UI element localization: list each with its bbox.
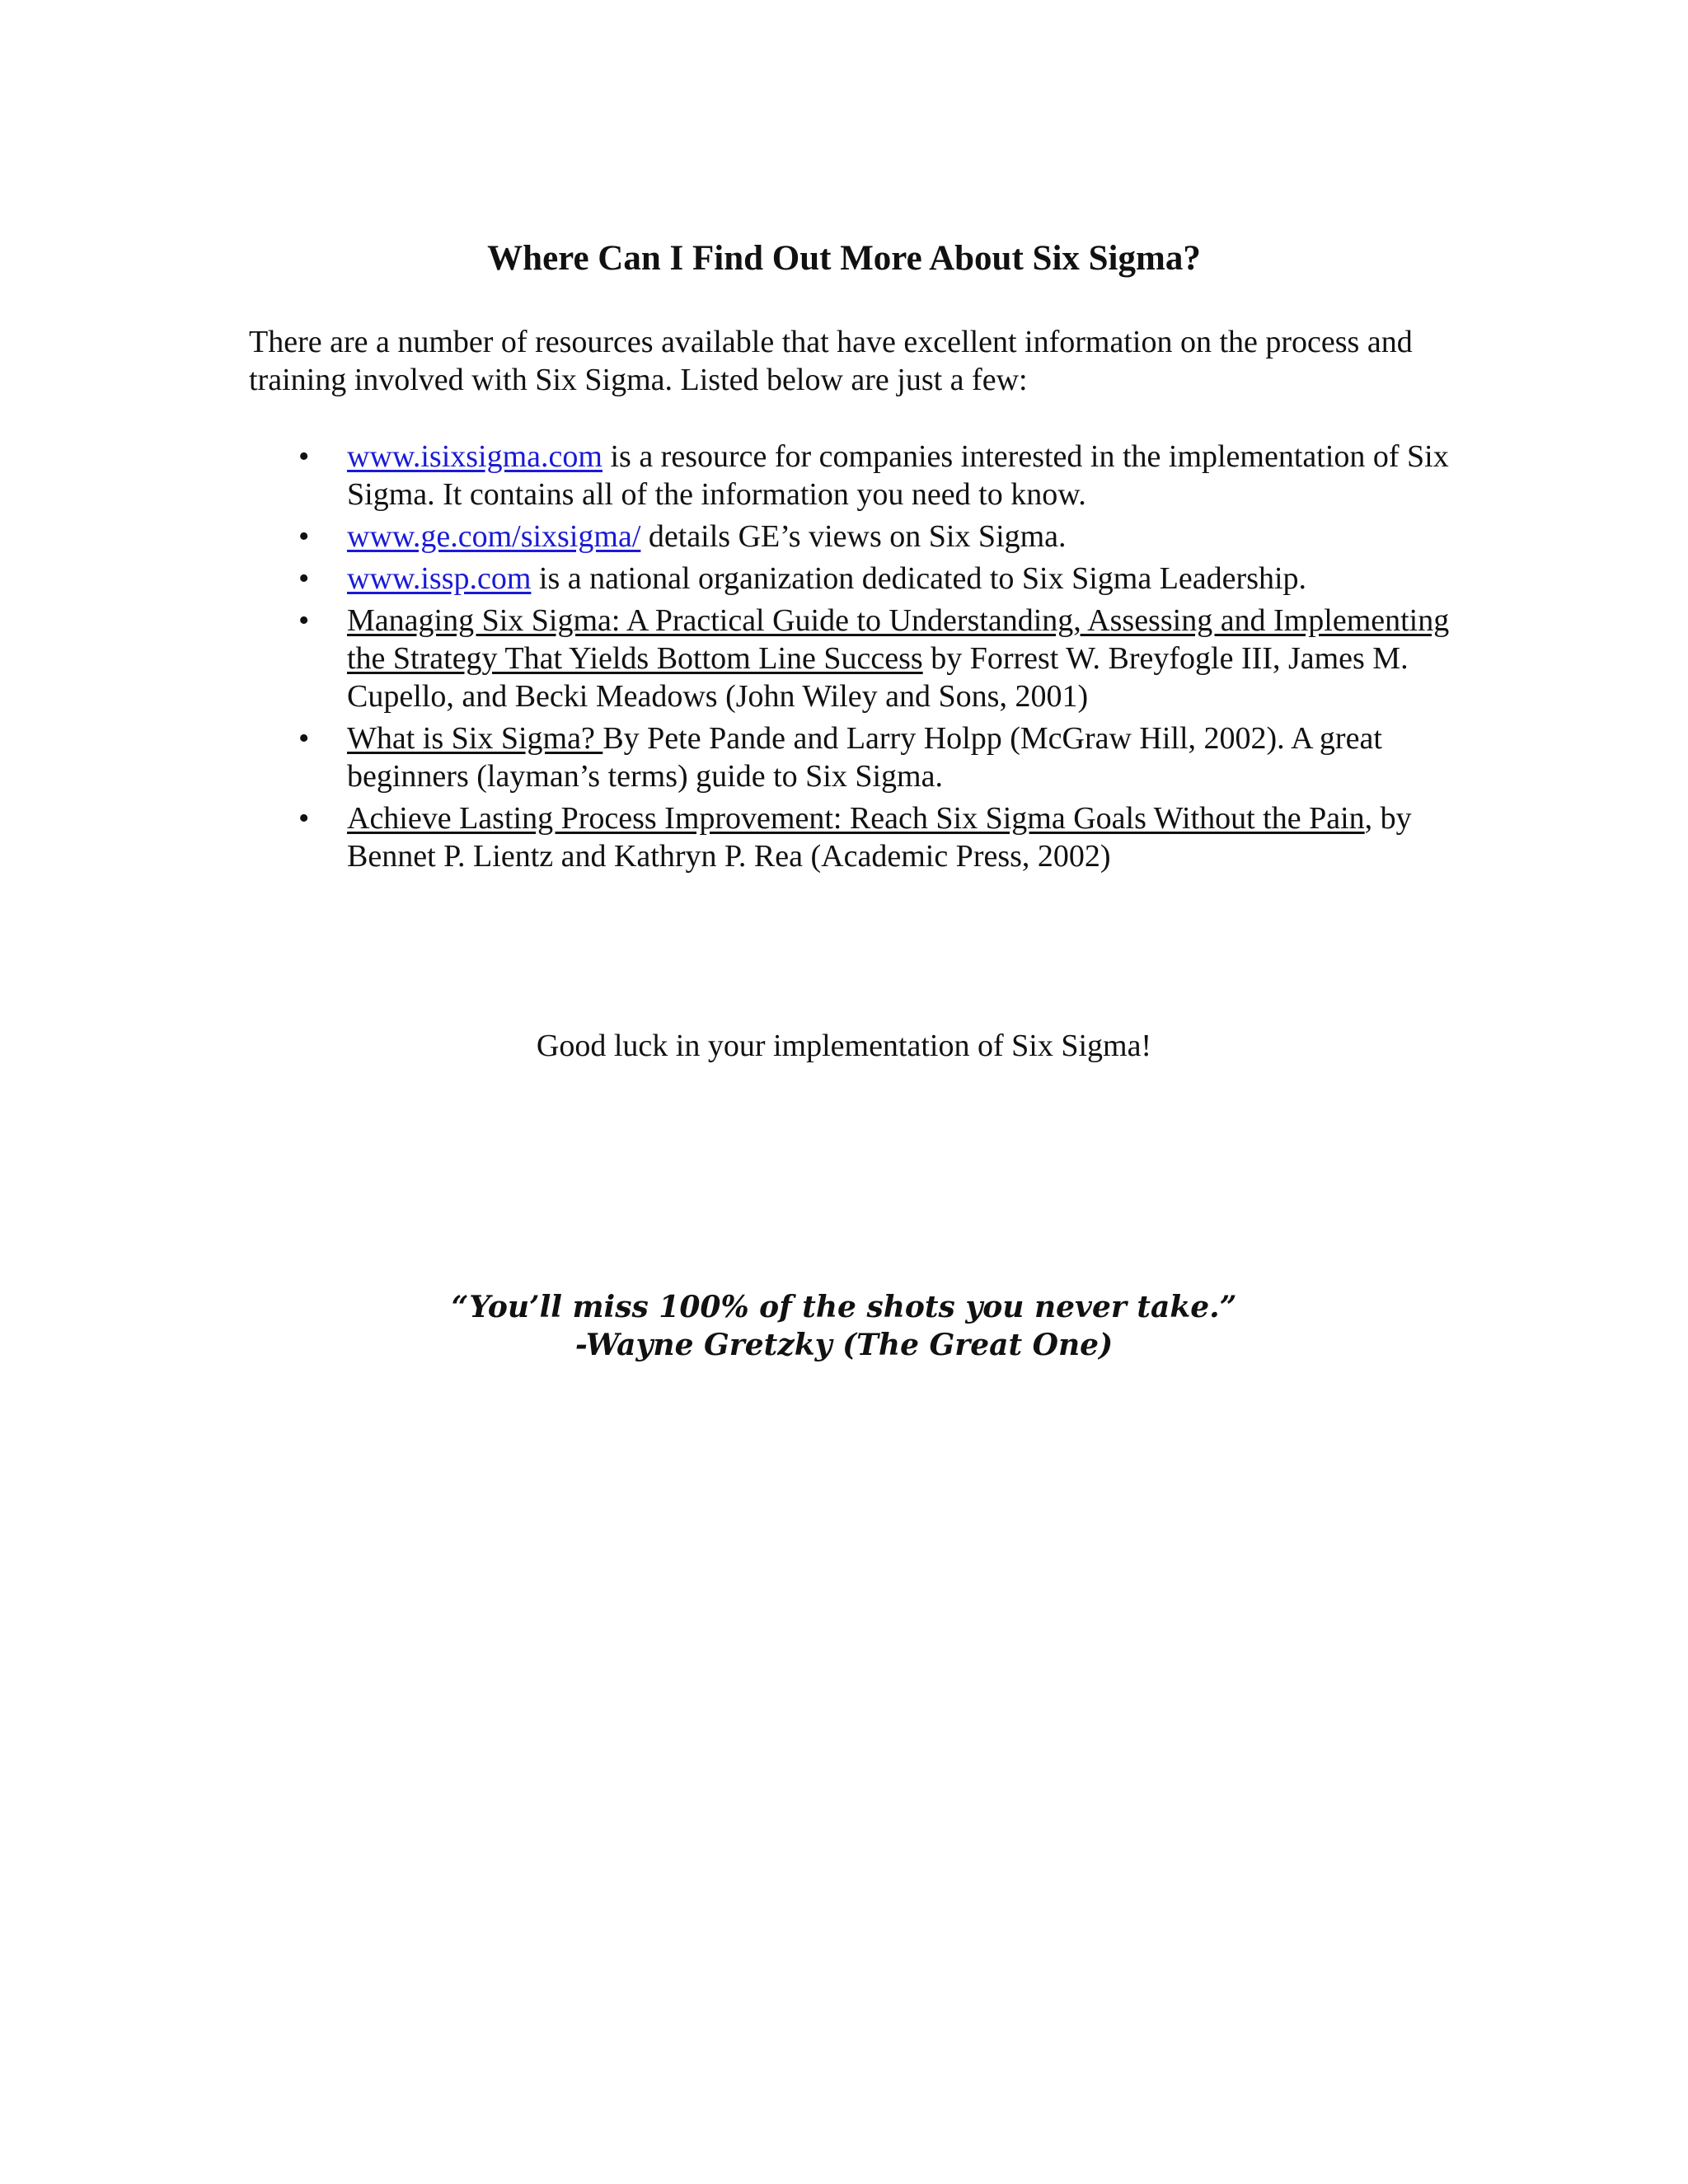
resource-description: By Pete Pande and Larry Holpp (McGraw Hill, 2002). A great beginners (layman’s terms) guide to Six Sigma. <box>347 721 1382 794</box>
ge-sixsigma-link[interactable]: www.ge.com/sixsigma/ <box>347 519 641 554</box>
list-item <box>249 518 1452 555</box>
list-item <box>249 438 1452 513</box>
bullet-icon: • <box>298 439 310 474</box>
resource-description: details GE’s views on Six Sigma. <box>640 519 1067 554</box>
list-item <box>249 602 1452 715</box>
book-title: What is Six Sigma? <box>347 721 603 756</box>
bullet-icon: • <box>298 721 310 756</box>
issp-link[interactable]: www.issp.com <box>347 561 532 596</box>
bullet-icon: • <box>298 603 310 638</box>
resource-list <box>249 438 1452 879</box>
bullet-icon: • <box>298 519 310 554</box>
quote-block <box>0 1288 1688 1364</box>
list-item <box>249 719 1452 795</box>
resource-description: is a national organization dedicated to Six Sigma Leadership. <box>531 561 1307 596</box>
bullet-icon: • <box>298 801 310 836</box>
intro-paragraph: There are a number of resources available that have excellent information on the process and training involved with Six Sigma. Listed below are just a few: <box>249 325 1413 397</box>
list-item <box>249 799 1452 875</box>
resource-description: , by Bennet P. Lientz and Kathryn P. Rea (Academic Press, 2002) <box>347 801 1412 874</box>
list-item <box>249 560 1452 598</box>
closing-line: Good luck in your implementation of Six Sigma! <box>536 1029 1152 1063</box>
page-title: Where Can I Find Out More About Six Sigma? <box>487 239 1201 278</box>
quote-text: “You’ll miss 100% of the shots you never take.” <box>451 1290 1237 1324</box>
quote-attribution: -Wayne Gretzky (The Great One) <box>574 1328 1114 1362</box>
bullet-icon: • <box>298 561 310 596</box>
book-title: Managing Six Sigma: A Practical Guide to Understanding, Assessing and Implementing the Strategy That Yields Bottom Line Success <box>347 603 1450 676</box>
isixsigma-link[interactable]: www.isixsigma.com <box>347 439 603 474</box>
resource-description: is a resource for companies interested in the implementation of Six Sigma. It contains all of the information you need to know. <box>347 439 1449 512</box>
resource-description: by Forrest W. Breyfogle III, James M. Cupello, and Becki Meadows (John Wiley and Sons, 2001) <box>347 641 1409 714</box>
book-title: Achieve Lasting Process Improvement: Reach Six Sigma Goals Without the Pain <box>347 801 1365 836</box>
